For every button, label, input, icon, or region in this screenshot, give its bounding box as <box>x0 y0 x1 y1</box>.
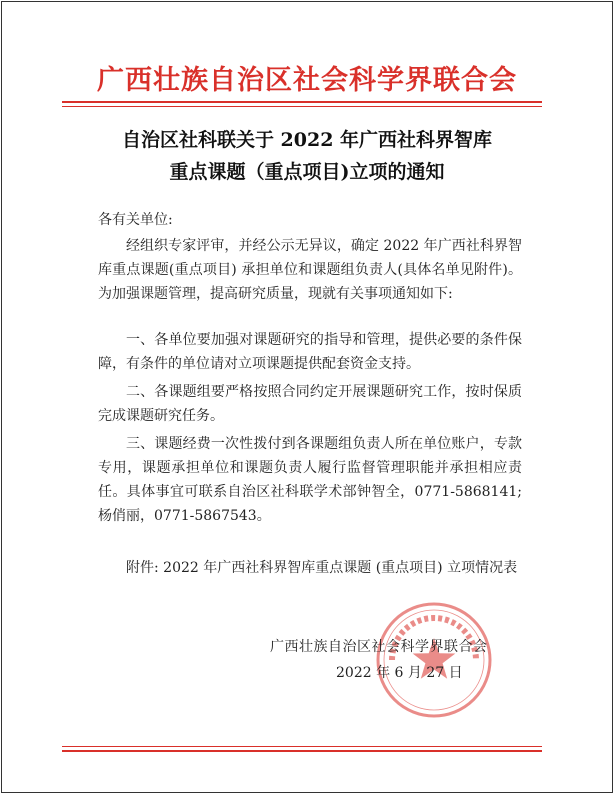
paragraph-2: 一、各单位要加强对课题研究的指导和管理，提供必要的条件保障，有条件的单位请对立项课题提供配套资金支持。 <box>98 332 522 372</box>
footer-rule-thick <box>62 750 542 752</box>
salutation: 各有关单位: <box>98 212 173 228</box>
paragraph-1: 经组织专家评审，并经公示无异议，确定 2022 年广西社科界智库重点课题(重点项目) 承担单位和课题组负责人(具体名单见附件)。为加强课题管理，提高研究质量，现就有关事项通知如下: <box>98 238 522 302</box>
signature-organization: 广西壮族自治区社会科学界联合会 <box>270 639 488 655</box>
header-rule-thick <box>62 101 542 103</box>
header-rule-thin <box>62 106 542 107</box>
document-title <box>2 124 612 188</box>
document-title-line-1: 自治区社科联关于 2022 年广西社科界智库 <box>121 129 493 151</box>
footer-rule-thin <box>62 746 542 747</box>
attachment-note: 附件: 2022 年广西社科界智库重点课题 (重点项目) 立项情况表 <box>126 560 518 576</box>
document-page <box>1 1 613 793</box>
official-seal-icon <box>374 600 494 720</box>
paragraph-4: 三、课题经费一次性拨付到各课题组负责人所在单位账户，专款专用，课题承担单位和课题负责人履行监督管理职能并承担相应责任。具体事宜可联系自治区社科联学术部钟智全，0771-5868141; 杨俏丽，0771-5867543。 <box>98 436 522 524</box>
document-title-line-2: 重点课题（重点项目)立项的通知 <box>169 161 445 183</box>
paragraph-3: 二、各课题组要严格按照合同约定开展课题研究工作，按时保质完成课题研究任务。 <box>98 384 522 424</box>
header-organization: 广西壮族自治区社会科学界联合会 <box>97 65 517 96</box>
signature-date: 2022 年 6 月 27 日 <box>336 665 463 681</box>
